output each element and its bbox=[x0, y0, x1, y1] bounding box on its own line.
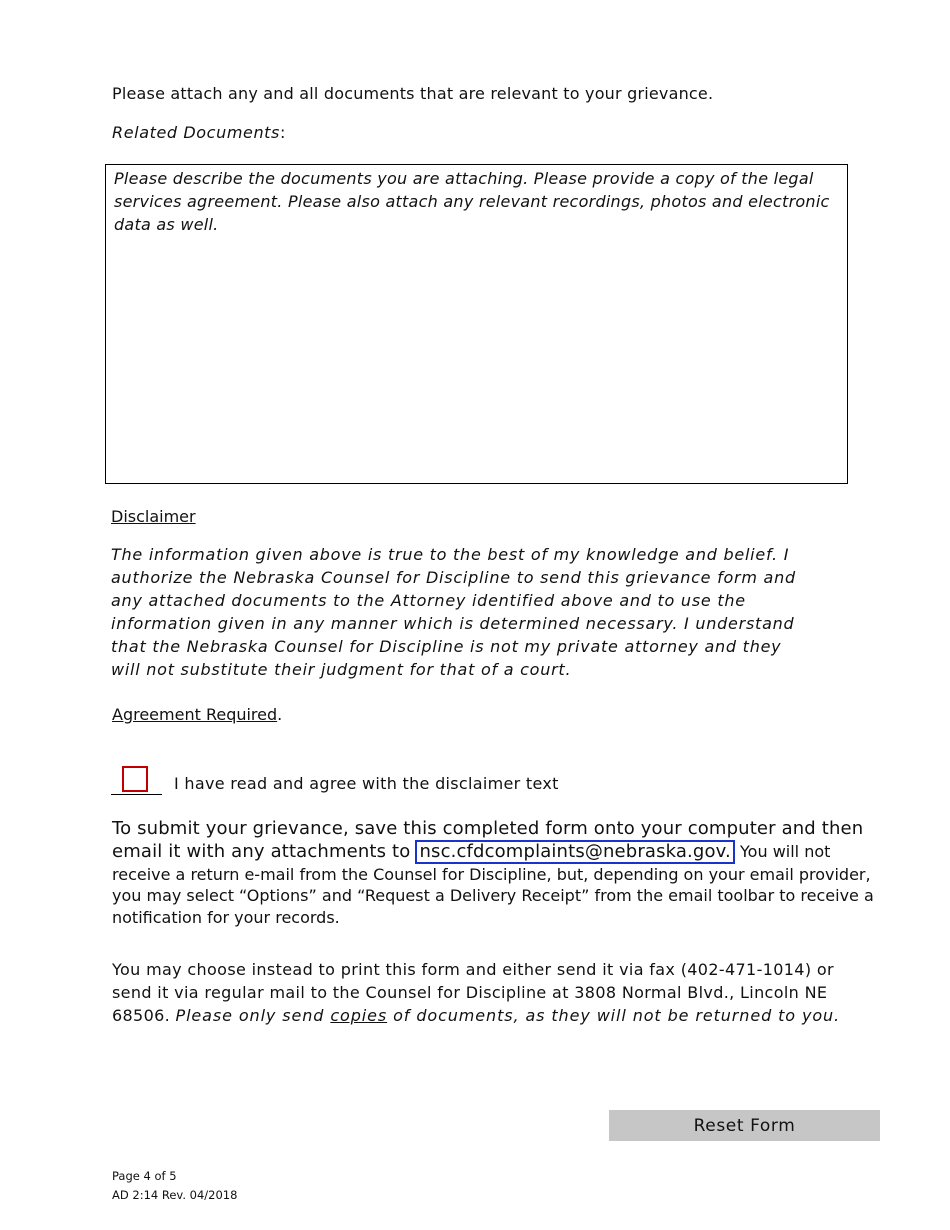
agreement-required-heading bbox=[112, 705, 282, 724]
page-number: Page 4 of 5 bbox=[112, 1169, 177, 1183]
submit-instructions bbox=[112, 818, 887, 928]
submit-instructions-part1: To submit your grievance, save this completed form onto your computer and then email it with any attachments to bbox=[112, 818, 864, 862]
submit-instructions-part2: You will not receive a return e-mail from the Counsel for Discipline, but, depending on your email provider, you may select “Options” and “Request a Delivery Receipt” from the email toolbar to receive a notification for your records. bbox=[112, 841, 874, 927]
email-link[interactable]: nsc.cfdcomplaints@nebraska.gov. bbox=[415, 840, 734, 864]
disclaimer-text bbox=[111, 543, 826, 681]
disclaimer-line: any attached documents to the Attorney identified above and to use the bbox=[111, 591, 746, 610]
disclaimer-line: will not substitute their judgment for that of a court. bbox=[111, 660, 572, 679]
agreement-required-text: Agreement Required bbox=[112, 705, 278, 724]
mail-instructions-italic1: Please only send bbox=[175, 1006, 331, 1025]
reset-form-button[interactable]: Reset Form bbox=[609, 1110, 880, 1141]
related-documents-colon: : bbox=[280, 123, 286, 142]
disclaimer-line: authorize the Nebraska Counsel for Discipline to send this grievance form and bbox=[111, 568, 796, 587]
mail-instructions-italic2: of documents, as they will not be returned to you. bbox=[387, 1006, 841, 1025]
agreement-checkbox[interactable] bbox=[122, 766, 148, 792]
related-documents-label bbox=[112, 123, 286, 142]
mail-instructions-copies: copies bbox=[330, 1006, 388, 1025]
mail-instructions-part1: You may choose instead to print this form and either send it via fax (402-471-1014) or send it via regular mail to the Counsel for Discipline at 3808 Normal Blvd., Lincoln NE 68506. bbox=[112, 960, 834, 1025]
intro-text: Please attach any and all documents that are relevant to your grievance. bbox=[112, 84, 714, 103]
disclaimer-line: information given in any manner which is determined necessary. I understand bbox=[111, 614, 795, 633]
agreement-checkbox-field bbox=[111, 765, 162, 795]
agreement-required-period: . bbox=[277, 705, 283, 724]
related-documents-field[interactable]: Please describe the documents you are attaching. Please provide a copy of the legal services agreement. Please also attach any relevant recordings, photos and electronic data as well. bbox=[105, 164, 848, 484]
mail-instructions bbox=[112, 958, 852, 1027]
agreement-checkbox-label: I have read and agree with the disclaimer text bbox=[174, 774, 559, 793]
disclaimer-heading: Disclaimer bbox=[111, 507, 196, 526]
related-documents-label-text: Related Documents bbox=[112, 123, 280, 142]
form-id: AD 2:14 Rev. 04/2018 bbox=[112, 1188, 238, 1202]
disclaimer-line: that the Nebraska Counsel for Discipline is not my private attorney and they bbox=[111, 637, 782, 656]
disclaimer-line: The information given above is true to the best of my knowledge and belief. I bbox=[111, 545, 790, 564]
